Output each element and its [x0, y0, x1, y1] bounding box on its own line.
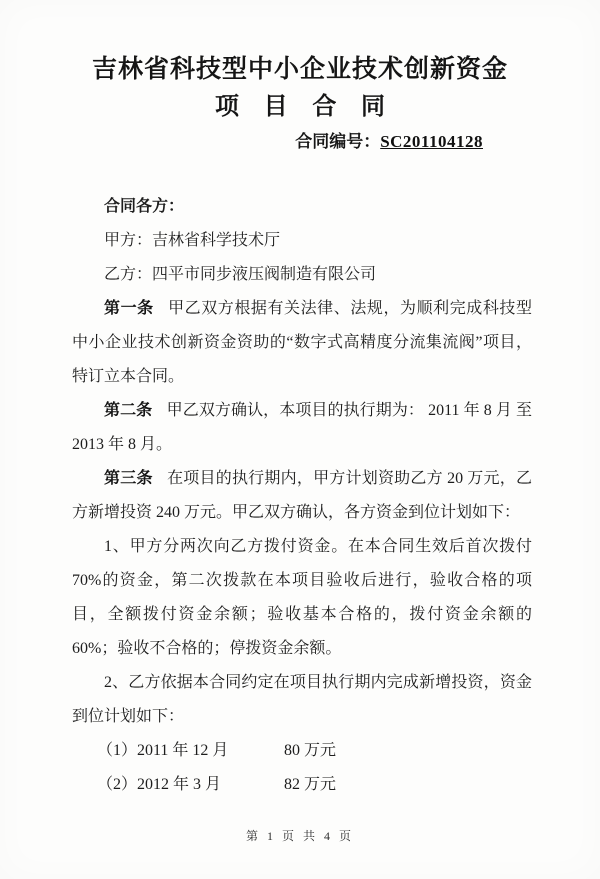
article-2-label: 第二条 — [104, 402, 153, 419]
party-a-line: 甲方：吉林省科学技术厅 — [104, 232, 281, 249]
article-1 — [72, 292, 532, 394]
page-number-footer: 第 1 页 共 4 页 — [245, 829, 354, 843]
contract-number-line — [0, 131, 600, 153]
contract-body — [72, 190, 532, 802]
document-title: 吉林省科技型中小企业技术创新资金 — [91, 55, 508, 83]
article-1-text: 甲乙双方根据有关法律、法规，为顺利完成科技型中小企业技术创新资金资助的“数字式高精度分流集流阀”项目，特订立本合同。 — [72, 300, 532, 385]
contract-number-label: 合同编号： — [295, 132, 381, 151]
installment-2-date: （2）2012 年 3 月 — [97, 776, 222, 793]
installment-1-amount: 80 万元 — [284, 742, 337, 759]
article-3-text: 在项目的执行期内，甲方计划资助乙方 20 万元，乙方新增投资 240 万元。甲乙双方确认，各方资金到位计划如下： — [72, 470, 532, 521]
article-2-text: 甲乙双方确认，本项目的执行期为： 2011 年 8 月 至 2013 年 8 月。 — [72, 402, 532, 453]
clause-1: 1、甲方分两次向乙方拨付资金。在本合同生效后首次拨付 70%的资金，第二次拨款在本项目验收后进行，验收合格的项目，全额拨付资金余额；验收基本合格的，拨付资金余额的 60%；验收不合格的；停拨资金余额。 — [72, 538, 532, 657]
article-2 — [72, 394, 532, 462]
installment-1-date: （1）2011 年 12 月 — [97, 742, 229, 759]
installment-2-amount: 82 万元 — [284, 776, 337, 793]
article-1-label: 第一条 — [104, 300, 154, 317]
clause-2: 2、乙方依据本合同约定在项目执行期内完成新增投资，资金到位计划如下： — [72, 674, 532, 725]
party-b-line: 乙方：四平市同步液压阀制造有限公司 — [104, 266, 377, 283]
article-3-label: 第三条 — [104, 470, 153, 487]
contract-number-value: SC201104128 — [380, 132, 483, 151]
document-subtitle: 项 目 合 同 — [214, 93, 394, 120]
parties-heading: 合同各方： — [104, 198, 185, 215]
article-3 — [72, 462, 532, 530]
installment-row-1 — [72, 734, 532, 768]
installment-row-2 — [72, 768, 532, 802]
